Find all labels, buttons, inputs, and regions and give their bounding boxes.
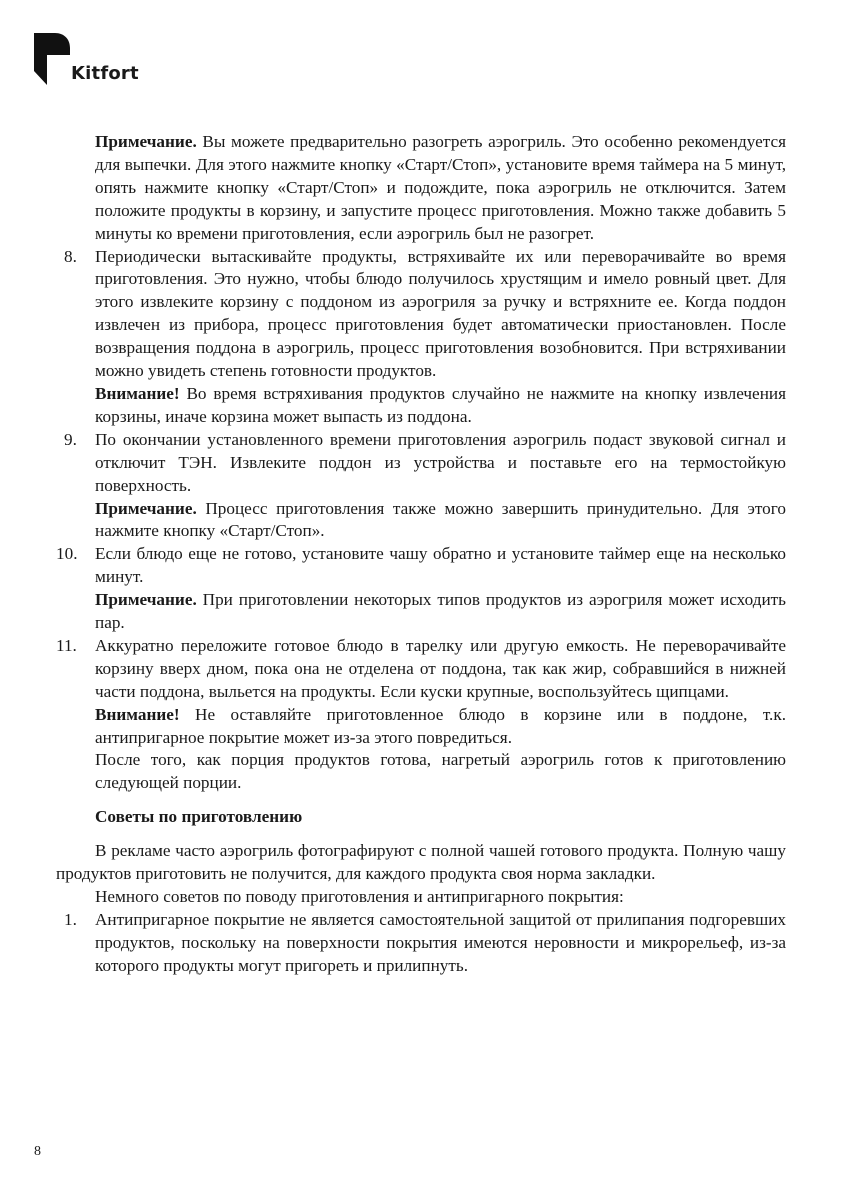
list-number: 8. — [64, 246, 77, 266]
note-force-stop — [56, 498, 786, 544]
list-text: По окончании установленного времени приготовления аэрогриль подаст звуковой сигнал и отключит ТЭН. Извлеките поддон из устройства и поставьте его на термостойкую поверхность. — [95, 429, 786, 495]
after-cooking-text: После того, как порция продуктов готова, нагретый аэрогриль готов к приготовлению следующей порции. — [95, 750, 786, 793]
note-steam — [56, 589, 786, 635]
warning-label: Внимание! — [95, 383, 180, 403]
warning-text: Во время встряхивания продуктов случайно не нажмите на кнопку извлечения корзины, иначе корзина может выпасть из поддона. — [95, 383, 786, 426]
paragraph-tips-intro: Немного советов по поводу приготовления и антипригарного покрытия: — [95, 887, 624, 906]
warning-basket-button — [56, 383, 786, 429]
list-text: Периодически вытаскивайте продукты, встряхивайте их или переворачивайте во время приготовления. Это нужно, чтобы блюдо получилось хрустящим и имело ровный цвет. Для этого извлеките корзину с поддоном из аэрогриля за ручку и встряхните ее. Когда поддон извлечен из прибора, процесс приготовления будет автоматически приостановлен. После возвращения поддона в аэрогриль, процесс приготовления возобновится. При встряхивании можно увидеть степень готовности продуктов. — [95, 246, 786, 381]
note-text: Процесс приготовления также можно завершить принудительно. Для этого нажмите кнопку «Старт/Стоп». — [95, 498, 786, 541]
note-label: Примечание. — [95, 590, 197, 610]
note-text: При приготовлении некоторых типов продуктов из аэрогриля может исходить пар. — [95, 590, 786, 633]
note-text: Вы можете предварительно разогреть аэрогриль. Это особенно рекомендуется для выпечки. Для этого нажмите кнопку «Старт/Стоп», установите время таймера на 5 минут, опять нажмите кнопку «Старт/Стоп» и подождите, пока аэрогриль не отключится. Затем положите продукты в корзину, и запустите процесс приготовления. Можно также добавить 5 минуты ко времени приготовления, если аэрогриль был не разогрет. — [95, 132, 786, 243]
list-item-11 — [56, 635, 786, 704]
page-number: 8 — [34, 1144, 41, 1159]
list-number: 11. — [56, 635, 77, 655]
note-preheat — [56, 131, 786, 246]
warning-coating — [56, 704, 786, 750]
list-number: 10. — [56, 544, 78, 564]
list-text: Аккуратно переложите готовое блюдо в тарелку или другую емкость. Не переворачивайте корзину вверх дном, пока она не отделена от поддона, так как жир, собравшийся в нижней части поддона, выльется на продукты. Если куски крупные, воспользуйтесь щипцами. — [95, 635, 786, 701]
paragraph-advertising: В рекламе часто аэрогриль фотографируют с полной чашей готового продукта. Полную чашу продуктов приготовить не получится, для каждого продукта своя норма закладки. — [56, 841, 786, 884]
list-text: Если блюдо еще не готово, установите чашу обратно и установите таймер еще на несколько минут. — [95, 544, 786, 587]
warning-label: Внимание! — [95, 704, 180, 724]
list-text: Антипригарное покрытие не является самостоятельной защитой от прилипания подгоревших продуктов, поскольку на поверхности покрытия имеются неровности и микрорельеф, из-за которого продукты могут пригореть и прилипнуть. — [95, 909, 786, 975]
tip-item-1 — [56, 909, 786, 978]
list-item-8 — [56, 246, 786, 383]
list-number: 9. — [64, 429, 77, 449]
note-label: Примечание. — [95, 498, 197, 518]
section-title: Советы по приготовлению — [95, 807, 303, 827]
list-number: 1. — [64, 909, 77, 929]
note-label: Примечание. — [95, 132, 197, 151]
warning-text: Не оставляйте приготовленное блюдо в корзине или в поддоне, т.к. антипригарное покрытие может из-за этого повредиться. — [95, 704, 786, 747]
kitfort-logo-icon — [33, 33, 73, 87]
kitfort-logo — [33, 33, 143, 93]
list-item-10 — [56, 543, 786, 589]
list-item-9 — [56, 429, 786, 498]
page-content — [56, 131, 786, 978]
brand-name: Kitfort — [71, 63, 139, 84]
